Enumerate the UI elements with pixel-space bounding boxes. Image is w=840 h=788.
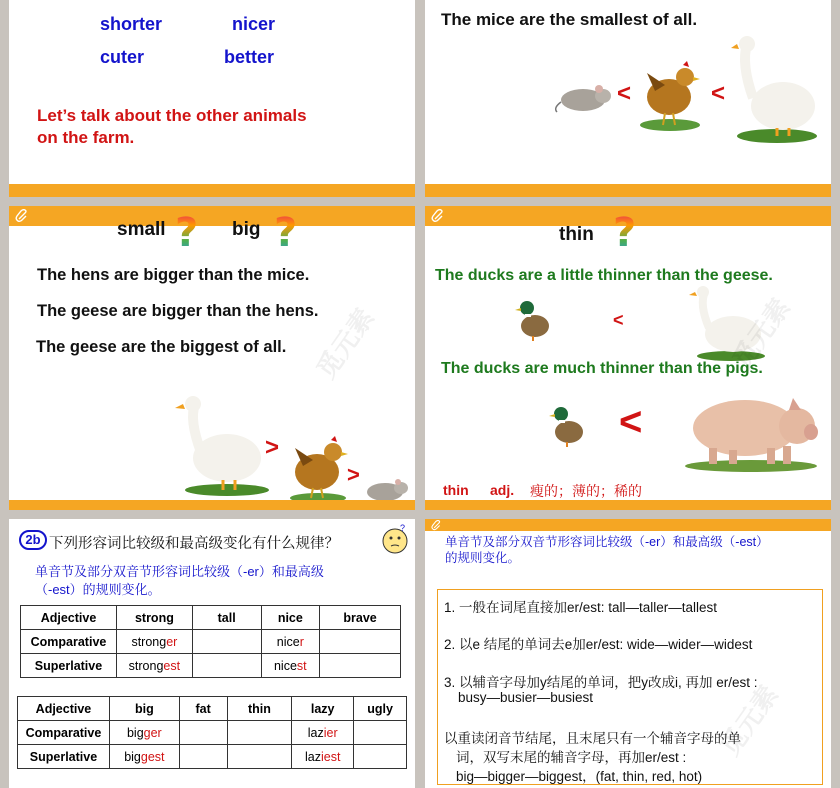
rule-4-line-1: 以重读闭音节结尾，且末尾只有一个辅音字母的单 <box>444 731 741 746</box>
table-header: ugly <box>354 697 407 721</box>
duck-image <box>515 296 555 342</box>
table-header: brave <box>320 606 401 630</box>
watermark: 觅元素 <box>714 679 784 761</box>
definition-pos: adj. <box>490 482 515 498</box>
cell-stem: laz <box>304 749 321 764</box>
badge-2b <box>19 530 47 550</box>
sentence-ducks-geese: The ducks are a little thinner than the geese. <box>435 267 773 284</box>
cell-stem: nice <box>273 658 297 673</box>
less-than-sign-1: < <box>617 80 632 107</box>
row-label: Superlative <box>18 745 110 769</box>
table-row <box>21 654 401 678</box>
table-cell <box>292 721 354 745</box>
sentence-geese-biggest: The geese are the biggest of all. <box>36 338 287 356</box>
row-label: Comparative <box>21 630 117 654</box>
slide-footer-bar <box>425 500 831 510</box>
word-big: big <box>232 219 261 240</box>
pig-image <box>679 382 821 472</box>
slide-2[interactable] <box>425 0 831 197</box>
badge-text: 2b <box>25 532 41 547</box>
table-row <box>21 606 401 630</box>
cell-stem: strong <box>131 634 167 649</box>
slide-5[interactable] <box>9 519 415 788</box>
duck-image <box>549 402 589 448</box>
cell-ending: st <box>296 658 307 673</box>
paperclip-icon <box>431 209 445 223</box>
rule-line-2: （-est）的规则变化。 <box>35 582 161 597</box>
slide-3[interactable] <box>9 206 415 510</box>
paperclip-icon <box>15 209 29 223</box>
word-cuter: cuter <box>100 47 145 67</box>
heading-line-1: 单音节及部分双音节形容词比较级（-er）和最高级（-est） <box>445 535 769 549</box>
comparison-table-1 <box>20 605 401 678</box>
table-header: strong <box>117 606 193 630</box>
slide-footer-bar <box>9 500 415 510</box>
word-better: better <box>224 47 275 67</box>
greater-than-sign-2: > <box>347 462 360 487</box>
table-cell <box>179 721 227 745</box>
table-cell <box>109 745 179 769</box>
slide-footer-bar <box>425 184 831 197</box>
goose-image <box>731 34 823 144</box>
hen-image <box>285 432 351 504</box>
table-cell <box>227 721 292 745</box>
talk-text: Let’s talk about the other animals <box>37 106 307 125</box>
table-cell <box>320 630 401 654</box>
less-than-sign-2: < <box>619 400 643 444</box>
row-label: Superlative <box>21 654 117 678</box>
table-header: lazy <box>292 697 354 721</box>
table-cell <box>354 721 407 745</box>
cell-stem: big <box>126 725 144 740</box>
rule-3-line-1: 3. 以辅音字母加y结尾的单词，把y改成i, 再加 er/est : <box>444 675 758 690</box>
cell-ending: r <box>299 634 304 649</box>
slide-header-bar <box>425 519 831 531</box>
rule-4-line-3: big—bigger—biggest，(fat, thin, red, hot) <box>456 769 703 784</box>
table-cell <box>261 630 320 654</box>
table-row <box>21 630 401 654</box>
cell-ending: er <box>166 634 178 649</box>
sentence-hens-bigger: The hens are bigger than the mice. <box>37 266 310 284</box>
table-header: fat <box>179 697 227 721</box>
table-cell <box>117 630 193 654</box>
table-header: Adjective <box>21 606 117 630</box>
table-row <box>18 745 407 769</box>
less-than-sign-1: < <box>613 310 624 330</box>
rule-3-line-2: busy—busier—busiest <box>458 690 594 705</box>
table-row <box>18 721 407 745</box>
mouse-image <box>553 78 613 114</box>
table-row <box>18 697 407 721</box>
slide-4[interactable] <box>425 206 831 510</box>
table-cell <box>117 654 193 678</box>
heading-line-2: 的规则变化。 <box>445 551 521 565</box>
definition-word: thin <box>443 482 469 498</box>
watermark: 觅元素 <box>726 292 796 374</box>
question-mark-icon: ? <box>175 210 199 256</box>
sentence-geese-bigger: The geese are bigger than the hens. <box>37 302 319 320</box>
cell-ending: ier <box>323 725 338 740</box>
table-cell <box>192 630 261 654</box>
rule-1: 1. 一般在词尾直接加er/est: tall—taller—tallest <box>444 600 718 615</box>
watermark: 觅元素 <box>310 302 380 384</box>
word-small: small <box>117 219 166 240</box>
table-cell <box>109 721 179 745</box>
row-label: Comparative <box>18 721 110 745</box>
table-header: Adjective <box>18 697 110 721</box>
cell-stem: big <box>124 749 141 764</box>
word-nicer: nicer <box>232 14 276 34</box>
table-cell <box>320 654 401 678</box>
question-mark-icon: ? <box>274 210 298 256</box>
goose-image <box>173 396 273 496</box>
svg-text:?: ? <box>400 523 406 533</box>
sentence-smallest: The mice are the smallest of all. <box>441 10 698 29</box>
less-than-sign-2: < <box>711 80 726 107</box>
word-shorter: shorter <box>100 14 163 34</box>
slide-header-bar <box>9 206 415 226</box>
table-cell <box>179 745 227 769</box>
comparison-table-2 <box>17 696 407 769</box>
cell-stem: strong <box>128 658 164 673</box>
table-header: big <box>109 697 179 721</box>
talk-text-2: on the farm. <box>37 128 135 147</box>
table-cell <box>227 745 292 769</box>
slide-footer-bar <box>9 184 415 197</box>
question-mark-icon: ? <box>613 210 637 256</box>
rule-4-line-2: 词，双写末尾的辅音字母，再加er/est : <box>456 750 687 765</box>
table-cell <box>292 745 354 769</box>
definition-meaning: 瘦的；薄的；稀的 <box>530 483 642 499</box>
rule-line-1: 单音节及部分双音节形容词比较级（-er）和最高级 <box>35 564 324 579</box>
sentence-ducks-pigs: The ducks are much thinner than the pigs. <box>441 360 763 377</box>
paperclip-icon <box>431 520 442 531</box>
word-thin: thin <box>559 224 594 245</box>
rule-2: 2. 以e 结尾的单词去e加er/est: wide—wider—widest <box>444 637 753 652</box>
cell-ending: iest <box>320 749 341 764</box>
cell-ending: est <box>163 658 181 673</box>
table-cell <box>354 745 407 769</box>
greater-than-sign-1: > <box>265 434 280 461</box>
hen-image <box>635 55 705 133</box>
slide-1[interactable] <box>9 0 415 197</box>
cell-ending: gest <box>140 749 165 764</box>
cell-ending: ger <box>143 725 162 740</box>
slide-6[interactable] <box>425 519 831 788</box>
table-cell <box>192 654 261 678</box>
table-header: thin <box>227 697 292 721</box>
thinking-face-icon <box>380 523 410 557</box>
question-text: 下列形容词比较级和最高级变化有什么规律？ <box>49 536 339 552</box>
table-cell <box>261 654 320 678</box>
cell-stem: laz <box>307 725 324 740</box>
mouse-image <box>361 474 411 502</box>
cell-stem: nice <box>276 634 300 649</box>
table-header: tall <box>192 606 261 630</box>
table-header: nice <box>261 606 320 630</box>
